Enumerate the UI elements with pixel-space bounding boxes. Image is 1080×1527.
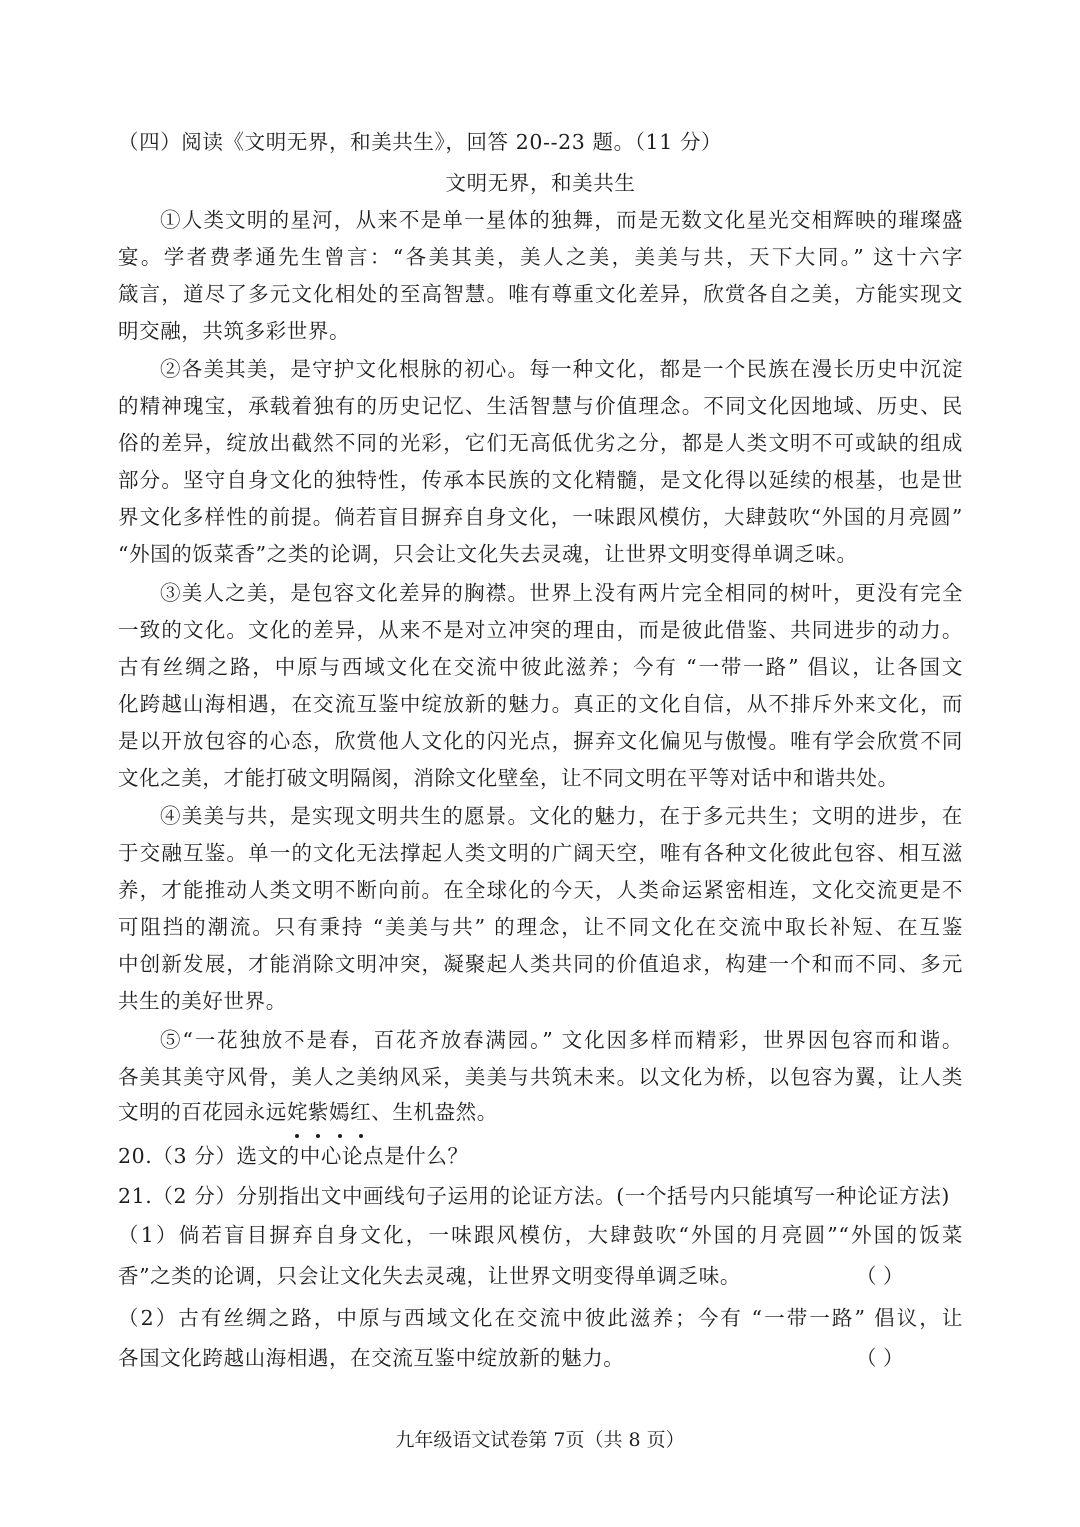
- paragraph-line: 共生的美好世界。: [118, 989, 287, 1013]
- question-21-item-1: （1）倘若盲目摒弃自身文化，一味跟风模仿，大肆鼓吹“外国的月亮圆”“外国的饭菜: [118, 1223, 963, 1247]
- paragraph-text: 文明的百花园永远: [118, 1100, 287, 1124]
- question-21-item-2: （2）古有丝绸之路，中原与西域文化在交流中彼此滋养；今有 “一带一路” 倡议，让: [118, 1306, 963, 1330]
- paragraph-line: 俗的差异，绽放出截然不同的光彩，它们无高低优劣之分，都是人类文明不可或缺的组成: [118, 431, 963, 455]
- paragraph-line: 养，才能推动人类文明不断向前。在全球化的今天，人类命运紧密相连，文化交流更是不: [118, 878, 963, 902]
- paragraph-line: 明交融，共筑多彩世界。: [118, 319, 351, 343]
- paragraph-line: 可阻挡的潮流。只有秉持 “美美与共” 的理念，让不同文化在交流中取长补短、在互鉴: [118, 915, 963, 939]
- paragraph-line: 界文化多样性的前提。倘若盲目摒弃自身文化，一味跟风模仿，大肆鼓吹“外国的月亮圆”: [118, 505, 963, 529]
- question-21-item-2-cont: 各国文化跨越山海相遇，在交流互鉴中绽放新的魅力。: [118, 1346, 625, 1370]
- paragraph-line: ②各美其美，是守护文化根脉的初心。每一种文化，都是一个民族在漫长历史中沉淀: [160, 357, 963, 381]
- question-21-item-1-cont: 香”之类的论调，只会让文化失去灵魂，让世界文明变得单调乏味。: [118, 1264, 741, 1288]
- paragraph-line: 化跨越山海相遇，在交流互鉴中绽放新的魅力。真正的文化自信，从不排斥外来文化，而: [118, 692, 963, 716]
- paragraph-line: 古有丝绸之路，中原与西域文化在交流中彼此滋养；今有 “一带一路” 倡议，让各国文: [118, 655, 963, 679]
- section-header: （四）阅读《文明无界，和美共生》，回答 20--23 题。（11 分）: [118, 130, 723, 154]
- paragraph-line: 各美其美守风骨，美人之美纳风采，美美与共筑未来。以文化为桥，以包容为翼，让人类: [118, 1065, 963, 1089]
- paragraph-line: 的精神瑰宝，承载着独有的历史记忆、生活智慧与价值理念。不同文化因地域、历史、民: [118, 394, 963, 418]
- paragraph-line: 于交融互鉴。单一的文化无法撑起人类文明的广阔天空，唯有各种文化彼此包容、相互滋: [118, 841, 963, 865]
- emphasis-dotted-text: [287, 1100, 371, 1124]
- paragraph-line: ③美人之美，是包容文化差异的胸襟。世界上没有两片完全相同的树叶，更没有完全: [160, 581, 963, 605]
- paragraph-line: “外国的饭菜香”之类的论调，只会让文化失去灵魂，让世界文明变得单调乏味。: [118, 542, 858, 566]
- paragraph-line: [118, 1094, 963, 1130]
- paragraph-line: 中创新发展，才能消除文明冲突，凝聚起人类共同的价值追求，构建一个和而不同、多元: [118, 952, 963, 976]
- paragraph-line: 部分。坚守自身文化的独特性，传承本民族的文化精髓，是文化得以延续的根基，也是世: [118, 468, 963, 492]
- paragraph-line: 箴言，道尽了多元文化相处的至高智慧。唯有尊重文化差异，欣赏各自之美，方能实现文: [118, 282, 963, 306]
- answer-blank[interactable]: （ ）: [856, 1346, 904, 1370]
- paragraph-line: ④美美与共，是实现文明共生的愿景。文化的魅力，在于多元共生；文明的进步，在: [160, 804, 963, 828]
- question-20: 20.（3 分）选文的中心论点是什么？: [118, 1144, 469, 1168]
- paragraph-line: 文化之美，才能打破文明隔阂，消除文化壁垒，让不同文明在平等对话中和谐共处。: [118, 766, 899, 790]
- question-21: 21.（2 分）分别指出文中画线句子运用的论证方法。(一个括号内只能填写一种论证方法): [118, 1184, 950, 1208]
- emphasis-char: 姹: [287, 1094, 308, 1130]
- paragraph-line: ①人类文明的星河，从来不是单一星体的独舞，而是无数文化星光交相辉映的璀璨盛: [160, 208, 963, 232]
- paragraph-line: ⑤“一花独放不是春，百花齐放春满园。” 文化因多样而精彩，世界因包容而和谐。: [160, 1028, 963, 1052]
- emphasis-char: 嫣: [329, 1094, 350, 1130]
- paragraph-line: 是以开放包容的心态，欣赏他人文化的闪光点，摒弃文化偏见与傲慢。唯有学会欣赏不同: [118, 729, 963, 753]
- paragraph-text: 、生机盎然。: [371, 1100, 498, 1124]
- paragraph-line: 一致的文化。文化的差异，从来不是对立冲突的理由，而是彼此借鉴、共同进步的动力。: [118, 618, 963, 642]
- answer-blank[interactable]: （ ）: [856, 1264, 904, 1288]
- emphasis-char: 紫: [308, 1094, 329, 1130]
- emphasis-char: 红: [350, 1094, 371, 1130]
- article-title: 文明无界，和美共生: [445, 171, 636, 195]
- page-footer: 九年级语文试卷第 7页（共 8 页）: [395, 1429, 685, 1451]
- paragraph-line: 宴。学者费孝通先生曾言：“各美其美，美人之美，美美与共，天下大同。” 这十六字: [118, 245, 963, 269]
